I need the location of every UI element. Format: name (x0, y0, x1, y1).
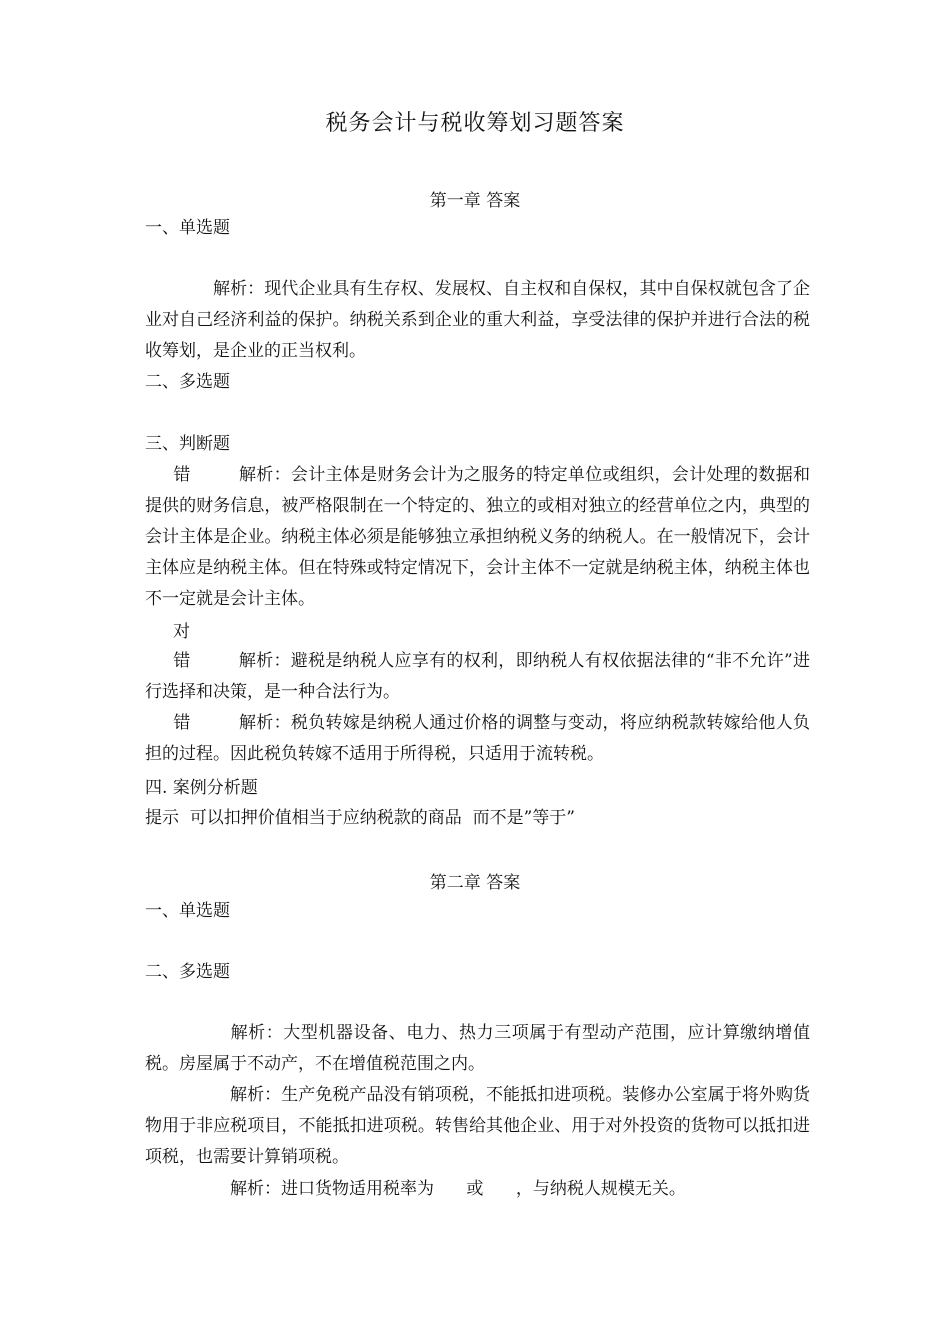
ch2-section-single-choice: 一、单选题 (145, 901, 230, 921)
ch2-explanation-1 (145, 1018, 810, 1080)
ch1-tf-item-2-mark: 对 (173, 622, 190, 642)
explanation-text: 解析：现代企业具有生存权、发展权、自主权和自保权，其中自保权就包含了企业对自己经济利益的保护。纳税关系到企业的重大利益，享受法律的保护并进行合法的税收筹划，是企业的正当权利。 (145, 279, 810, 361)
tf-mark: 错 (173, 713, 191, 733)
ch1-tf-item-1 (145, 460, 810, 615)
ch1-tf-item-3 (145, 646, 810, 708)
explanation-text: 解析：进口货物适用税率为 或 ，与纳税人规模无关。 (230, 1179, 686, 1199)
ch2-section-multi-choice: 二、多选题 (145, 962, 230, 982)
explanation-text: 解析：大型机器设备、电力、热力三项属于有型动产范围，应计算缴纳增值税。房屋属于不动产，不在增值税范围之内。 (145, 1023, 810, 1074)
tf-mark: 错 (173, 465, 191, 485)
document-title: 税务会计与税收筹划习题答案 (325, 111, 625, 136)
explanation-text: 解析：避税是纳税人应享有的权利，即纳税人有权依据法律的“非不允许”进行选择和决策，是一种合法行为。 (145, 651, 810, 702)
ch1-section-case-analysis: 四. 案例分析题 (145, 778, 258, 798)
ch1-section-single-choice: 一、单选题 (145, 218, 230, 238)
ch1-section-multi-choice: 二、多选题 (145, 372, 230, 392)
chapter-2-heading: 第二章 答案 (429, 873, 521, 893)
ch1-single-choice-explanation (145, 274, 810, 367)
ch1-case-hint: 提示 可以扣押价值相当于应纳税款的商品 而不是”等于” (145, 808, 575, 828)
chapter-1-heading: 第一章 答案 (429, 191, 521, 211)
ch2-explanation-3 (145, 1174, 810, 1205)
tf-mark: 错 (173, 651, 191, 671)
ch2-explanation-2 (145, 1080, 810, 1173)
explanation-text: 解析：生产免税产品没有销项税，不能抵扣进项税。装修办公室属于将外购货物用于非应税项目，不能抵扣进项税。转售给其他企业、用于对外投资的货物可以抵扣进项税，也需要计算销项税。 (145, 1085, 810, 1167)
explanation-text: 解析：税负转嫁是纳税人通过价格的调整与变动，将应纳税款转嫁给他人负担的过程。因此税负转嫁不适用于所得税，只适用于流转税。 (145, 713, 811, 764)
ch1-tf-item-4 (145, 708, 810, 770)
explanation-text: 解析：会计主体是财务会计为之服务的特定单位或组织，会计处理的数据和提供的财务信息，被严格限制在一个特定的、独立的或相对独立的经营单位之内，典型的会计主体是企业。纳税主体必须是能够独立承担纳税义务的纳税人。在一般情况下，会计主体应是纳税主体。但在特殊或特定情况下，会计主体不一定就是纳税主体，纳税主体也不一定就是会计主体。 (145, 465, 811, 609)
ch1-section-true-false: 三、判断题 (145, 434, 230, 454)
